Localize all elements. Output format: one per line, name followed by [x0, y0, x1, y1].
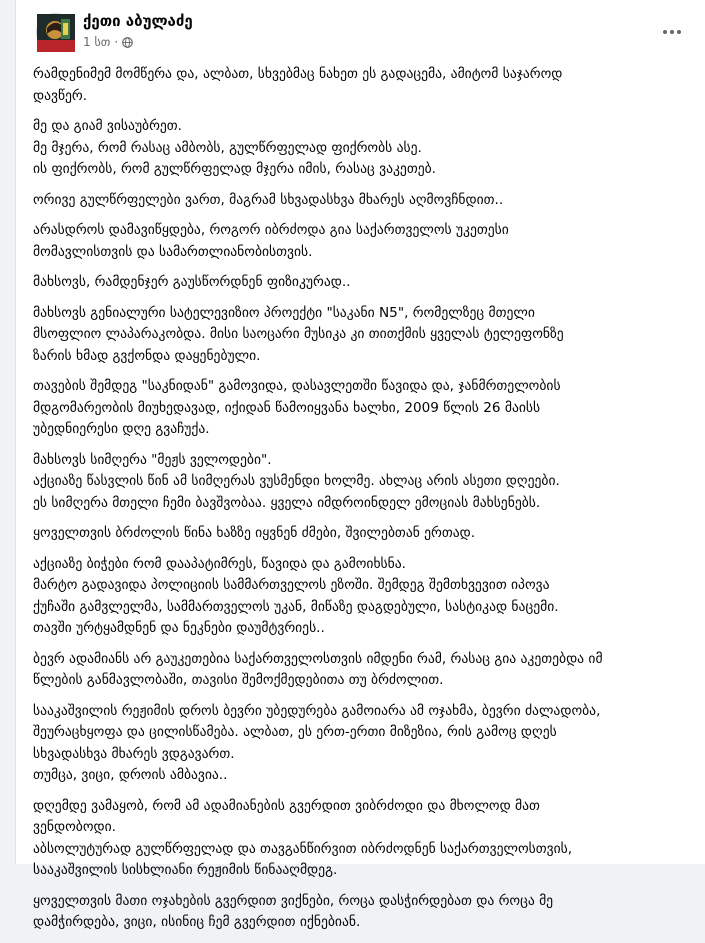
post-paragraph: [33, 220, 697, 263]
post-paragraph: [33, 190, 697, 212]
post-text-line: ქუჩაში გამვლელმა, სამმართველოს უკან, მიწაზე დაგდებული, სასტიკად ნაცემი.: [33, 598, 559, 615]
post-paragraph: [33, 450, 697, 515]
post-text-line: ეს სიმღერა მთელი ჩემი ბავშვობაა. ყველა იმდროინდელ ემოციას მახსენებს.: [33, 494, 541, 511]
post-header: [16, 0, 705, 60]
post-text-line: აქციაზე ბიჭები რომ დააპატიმრეს, წავიდა და გამოიხსნა.: [33, 555, 406, 572]
post-paragraph: [33, 796, 697, 882]
author-name[interactable]: ქეთი აბულაძე: [83, 12, 193, 30]
post-text-line: დავწერ.: [33, 87, 88, 104]
post-paragraph: [33, 649, 697, 692]
post-text-line: დღემდე ვამაყობ, რომ ამ ადამიანების გვერდით ვიბრძოდი და მხოლოდ მათ: [33, 797, 540, 814]
post-text-line: ვენდობოდი.: [33, 819, 116, 835]
post-text-line: დამჭირდება, ვიცი, ისინიც ჩემ გვერდით იქნებიან.: [33, 914, 361, 930]
post-paragraph: [33, 376, 697, 441]
globe-icon[interactable]: [122, 37, 133, 48]
post-text-line: თუმცა, ვიცი, დროის ამბავია..: [33, 767, 228, 783]
post-text-line: მახსოვს, რამდენჯერ გაუსწორდნენ ფიზიკურად..: [33, 274, 351, 290]
post-text-line: სააკაშვილის სისხლიანი რეჟიმის წინააღმდეგ.: [33, 862, 338, 878]
post-text-line: თავში ურტყამდნენ და ნეკნები დაუმტვრიეს..: [33, 620, 325, 636]
post-text: [33, 64, 697, 943]
post-text-line: შეურაცხყოფა და ცილისწამება. ალბათ, ეს ერთ-ერთი მიზეზია, რის გამოც დღეს: [33, 724, 557, 740]
avatar[interactable]: [36, 13, 74, 51]
post-paragraph: [33, 701, 697, 787]
post-paragraph: [33, 116, 697, 181]
post-time[interactable]: 1 სთ: [83, 35, 111, 49]
post-paragraph: [33, 303, 697, 368]
post-paragraph: [33, 64, 697, 107]
post-text-line: სხვადასხვა მხარეს ვდგავართ.: [33, 745, 235, 762]
post-text-line: მსოფლიო ლაპარაკობდა. მისი საოცარი მუსიკა კი თითქმის ყველას ტელეფონზე: [33, 326, 564, 342]
post-text-line: ის ფიქრობს, რომ გულწრფელად მჯერა იმის, რასაც ვაკეთებ.: [33, 161, 436, 177]
post-paragraph: [33, 272, 697, 294]
post-text-line: მე მჯერა, რომ რასაც ამბობს, გულწრფელად ფიქრობს ასე.: [33, 139, 422, 156]
post-text-line: ყოველთვის ბრძოლის წინა ხაზზე იყვნენ ძმები, შვილებთან ერთად.: [33, 525, 476, 541]
post-paragraph: [33, 891, 697, 934]
post-paragraph: [33, 523, 697, 545]
post-text-line: მახსოვს გენიალური სატელევიზიო პროექტი "საკანი N5", რომელზეც მთელი: [33, 304, 535, 321]
post-text-line: ბევრ ადამიანს არ გაუკეთებია საქართველოსთვის იმდენი რამ, რასაც გია აკეთებდა იმ: [33, 650, 603, 667]
post-text-line: მახსოვს სიმღერა "მეჟს ველოდები".: [33, 451, 272, 468]
post-text-line: ზარის ხმად გვქონდა დაყენებული.: [33, 347, 261, 364]
post-text-line: აქციაზე წასვლის წინ ამ სიმღერას ვუსმენდი ხოლმე. ახლაც არის ასეთი დღეები.: [33, 473, 560, 489]
post-text-line: არასდროს დამავიწყდება, როგორ იბრძოდა გია საქართველოს უკეთესი: [33, 222, 509, 238]
post-text-line: სააკაშვილის რეჟიმის დროს ბევრი უბედურება გამოიარა ამ ოჯახმა, ბევრი ძალადობა,: [33, 702, 601, 719]
post-text-line: მარტო გადავიდა პოლიციის სამმართველოს ეზოში. შემდეგ შემთხვევით იპოვა: [33, 577, 550, 593]
post-text-line: ყოველთვის მათი ოჯახების გვერდით ვიქნები, როცა დასჭირდებათ და როცა მე: [33, 892, 554, 909]
post-text-line: უბედნიერესი დღე გვაჩუქა.: [33, 421, 210, 437]
post-card: [15, 0, 705, 930]
post-text-line: მდგომარეობის მიუხედავად, იქიდან წამოიყვანა ხალხი, 2009 წლის 26 მაისს: [33, 399, 541, 416]
post-text-line: ორივე გულწრფელები ვართ, მაგრამ სხვადასხვა მხარეს აღმოვჩნდით..: [33, 191, 504, 208]
post-text-line: მე და გიამ ვისაუბრეთ.: [33, 118, 183, 134]
post-text-line: თავების შემდეგ "საკნიდან" გამოვიდა, დასავლეთში წავიდა და, ჯანმრთელობის: [33, 378, 561, 394]
post-text-line: მომავლისთვის და სამართლიანობისთვის.: [33, 243, 313, 260]
post-text-line: წლების განმავლობაში, თავისი შემოქმედებითა თუ ბრძოლით.: [33, 672, 444, 688]
post-text-line: აბსოლუტურად გულწრფელად და თავგანწირვით იბრძოდნენ საქართველოსთვის,: [33, 840, 573, 857]
more-options-icon[interactable]: [657, 22, 687, 42]
meta-separator: ·: [114, 35, 119, 49]
post-text-line: რამდენიმემ მომწერა და, ალბათ, სხვებმაც ნახეთ ეს გადაცემა, ამიტომ საჯაროდ: [33, 66, 563, 82]
post-paragraph: [33, 554, 697, 640]
post-meta: [83, 35, 133, 49]
